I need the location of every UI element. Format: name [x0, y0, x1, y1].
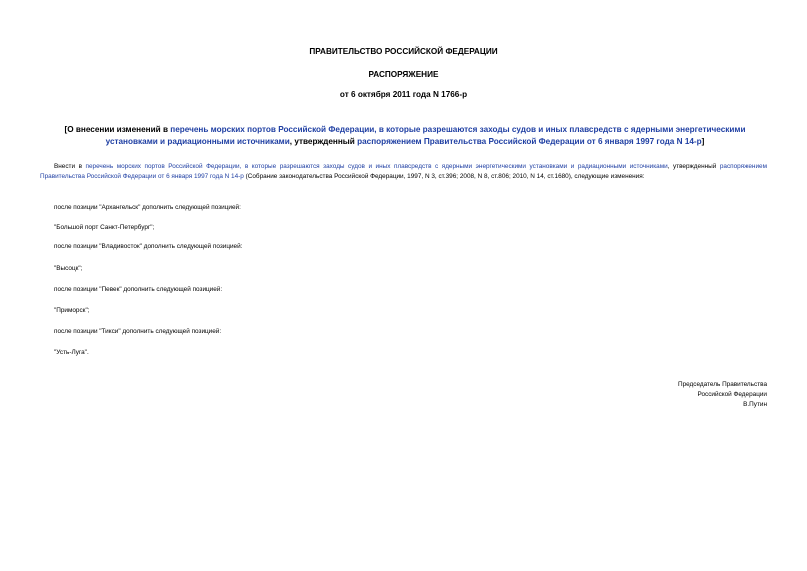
signature-block — [678, 380, 767, 410]
subject-close-text: ] — [701, 137, 705, 146]
subject-link-ports-list[interactable]: перечень морских портов Российской Федерации, в которые разрешаются заходы судов и иных плавсредств с ядерными энергетическими установками и радиационными источниками — [105, 125, 746, 146]
signature-name: В.Путин — [743, 401, 767, 408]
amendment-line: после позиции "Тикси" дополнить следующей позицией: — [54, 328, 222, 335]
amendment-line: "Высоцк"; — [54, 265, 83, 272]
paragraph-link-ports-list[interactable]: перечень морских портов Российской Федерации, в которые разрешаются заходы судов и иных плавсредств с ядерными энергетическими установками и радиационными источниками — [85, 163, 668, 170]
document-type: РАСПОРЯЖЕНИЕ — [368, 70, 439, 79]
amendment-line: после позиции "Архангельск" дополнить следующей позицией: — [54, 204, 241, 211]
paragraph-end-text: (Собрание законодательства Российской Федерации, 1997, N 3, ст.396; 2008, N 8, ст.806; 2010, N 14, ст.1680), следующие изменения: — [243, 173, 645, 180]
amendment-line: "Приморск"; — [54, 307, 90, 314]
issuing-authority: ПРАВИТЕЛЬСТВО РОССИЙСКОЙ ФЕДЕРАЦИИ — [309, 47, 498, 56]
paragraph-mid-text: , утвержденный — [667, 163, 720, 170]
main-paragraph — [40, 162, 767, 182]
subject-mid-text: , утвержденный — [289, 137, 358, 146]
paragraph-start-text: Внести в — [54, 163, 86, 170]
subject-open-text: [О внесении изменений в — [64, 125, 171, 134]
amendment-line: после позиции "Владивосток" дополнить следующей позицией: — [54, 243, 243, 250]
amendment-line: после позиции "Певек" дополнить следующей позицией: — [54, 286, 223, 293]
document-date-number: от 6 октября 2011 года N 1766-р — [339, 90, 468, 99]
amendment-line: "Усть-Луга". — [54, 349, 89, 356]
document-subject — [40, 124, 770, 148]
subject-link-order-14r[interactable]: распоряжением Правительства Российской Федерации от 6 января 1997 года N 14-р — [357, 137, 702, 146]
paragraph-link-order-14r[interactable]: распоряжением Правительства Российской Федерации от 6 января 1997 года N 14-р — [40, 163, 767, 180]
signature-title: Председатель Правительства — [678, 381, 767, 388]
signature-organization: Российской Федерации — [697, 391, 767, 398]
amendment-line: "Большой порт Санкт-Петербург"; — [54, 224, 155, 231]
